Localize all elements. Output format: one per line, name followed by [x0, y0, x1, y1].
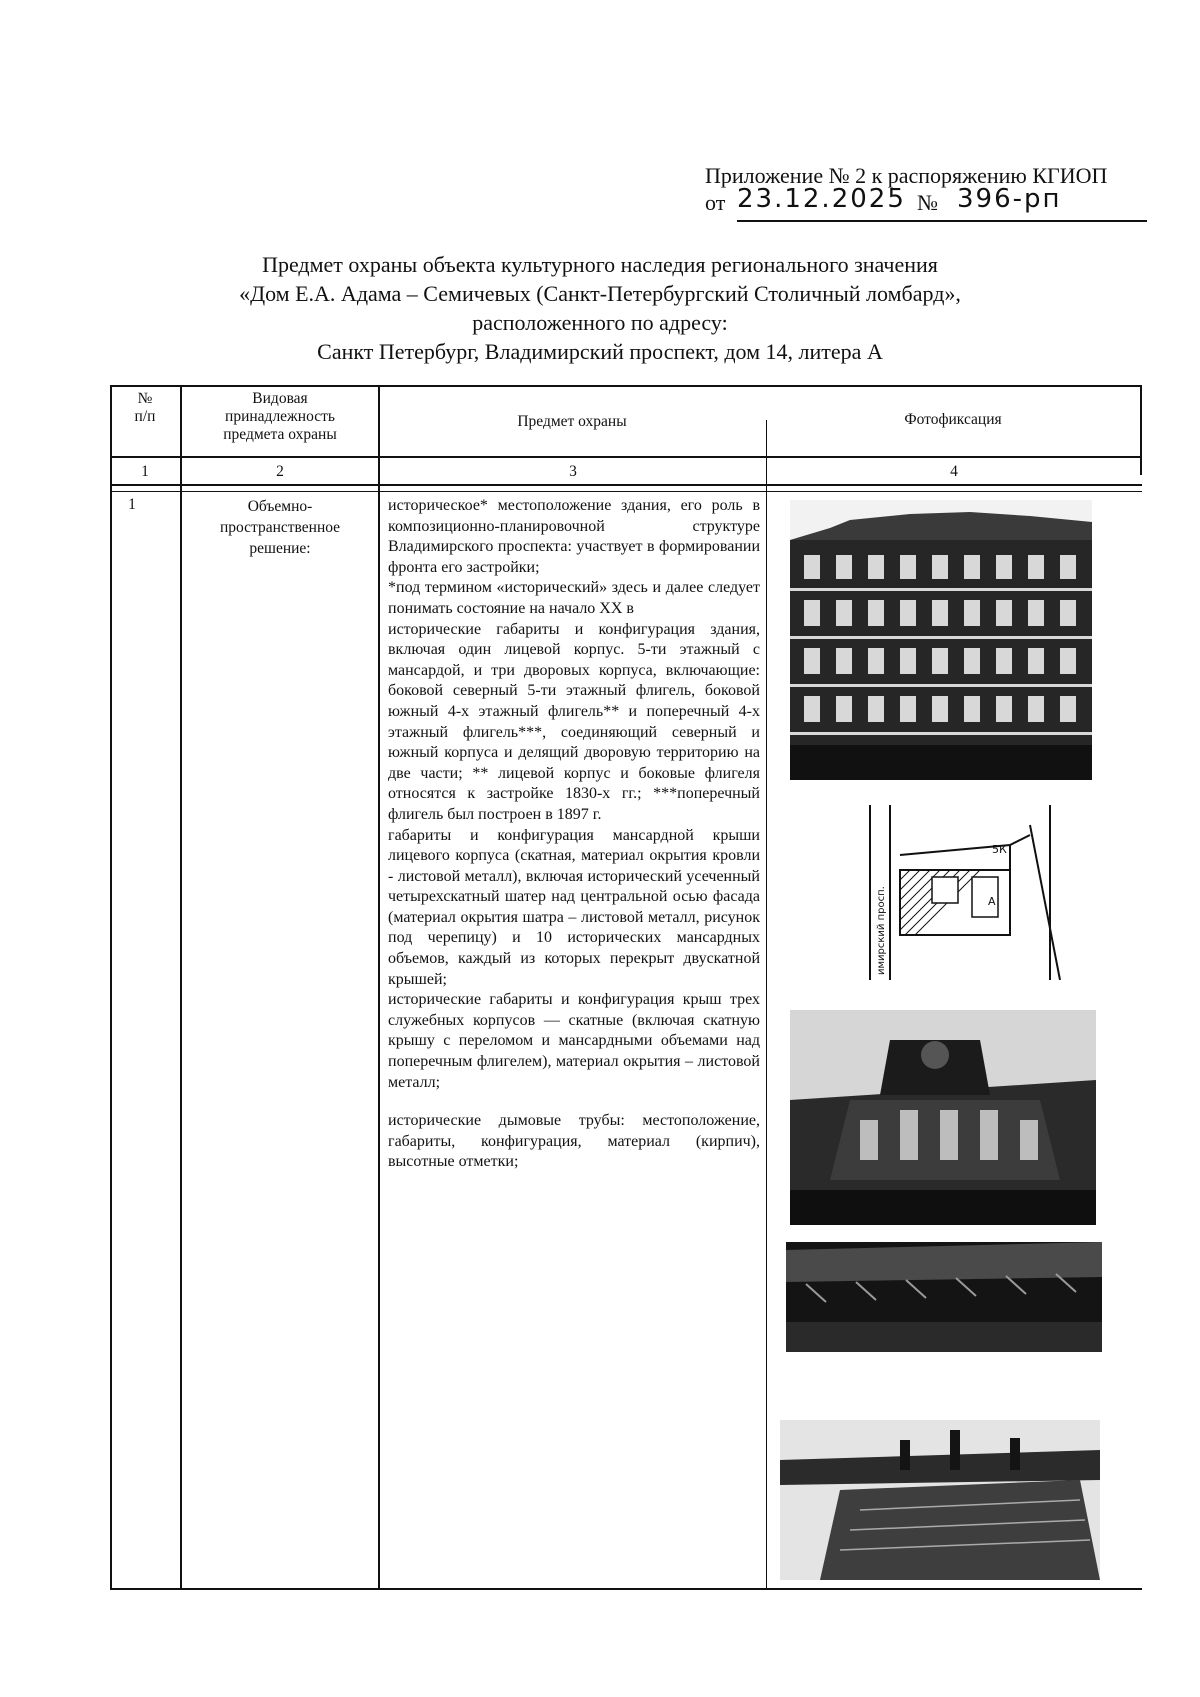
row-subject-text — [388, 496, 760, 1173]
map-letter: А — [988, 895, 996, 908]
subject-paragraph: исторические габариты и конфигурация здания, включая один лицевой корпус. 5-ти этажный с мансардой, и три дворовых корпуса, включающие: боковой северный 5-ти этажный флигель, боковой южный 4-х этажный флигель** и поперечный 4-х этажный флигель***, соединяющий северный и южный корпуса и делящий дворовую территорию на две части; ** лицевой корпус и боковые флигеля относятся к застройке 1830-х гг.; ***поперечный флигель был построен в 1897 г. — [388, 620, 760, 823]
col-number-3: 3 — [569, 463, 577, 480]
subject-paragraph: историческое* местоположение здания, его роль в композиционно-планировочной структуре Владимирского проспекта: участвует в формировании фронта его застройки; — [388, 497, 760, 576]
header-type: Видовая принадлежность предмета охраны — [223, 390, 337, 443]
document-title — [150, 250, 1050, 366]
col-number-2: 2 — [276, 463, 284, 480]
title-line-2: «Дом Е.А. Адама – Семичевых (Санкт-Петербургский Столичный ломбард», — [239, 281, 961, 306]
title-line-3: расположенного по адресу: — [472, 310, 728, 335]
subject-paragraph: исторические дымовые трубы: местоположение, габариты, конфигурация, материал (кирпич), высотные отметки; — [388, 1112, 760, 1171]
courtyard-roof-photo — [786, 1242, 1102, 1352]
chimneys-photo — [780, 1420, 1100, 1580]
numbers-divider — [110, 484, 1142, 486]
subject-paragraph: габариты и конфигурация мансардной крыши лицевого корпуса (скатная, материал окрытия кровли - листовой металл), включая исторический усеченный четырехскатный шатер над центральной осью фасада (материал окрытия шатра – листовой металл, рисунок под черепицу) и 10 исторических мансардных объемов, каждый из которых перекрыт двускатной крышей; — [388, 826, 760, 988]
col-border-0 — [110, 385, 112, 1589]
row-type: Объемно-пространственное решение: — [219, 498, 341, 557]
subject-paragraph: исторические габариты и конфигурация крыш трех служебных корпусов — скатные (включая скатную крышу с переломом и мансардными объемами над поперечным флигелем), материал окрытия – листовой металл; — [388, 991, 760, 1091]
col-number-4: 4 — [950, 463, 958, 480]
header-subject: Предмет охраны — [517, 413, 627, 430]
col-border-4 — [1140, 385, 1142, 475]
order-number: 396-рп — [957, 184, 1062, 214]
order-date: 23.12.2025 — [737, 184, 906, 214]
numbers-divider-2 — [110, 491, 1142, 492]
subject-footnote: *под термином «исторический» здесь и далее следует понимать состояние на начало XX в — [388, 579, 760, 617]
order-reference-line — [705, 184, 1145, 226]
signature-underline — [737, 220, 1147, 222]
number-label: № — [917, 190, 938, 215]
site-plan — [860, 805, 1070, 980]
col-border-2 — [378, 385, 380, 1589]
col-number-1: 1 — [141, 463, 149, 480]
col-border-1 — [180, 385, 182, 1589]
date-prefix: от — [705, 190, 726, 215]
header-photo: Фотофиксация — [904, 411, 1002, 428]
map-street: имирский просп. — [876, 886, 887, 975]
title-line-4: Санкт Петербург, Владимирский проспект, дом 14, литера А — [317, 339, 883, 364]
roof-tower-photo — [790, 1010, 1096, 1225]
table-top-border — [110, 385, 1142, 387]
col-border-3 — [766, 420, 767, 1589]
appendix-heading: Приложение № 2 к распоряжению КГИОП — [705, 163, 1108, 188]
title-line-1: Предмет охраны объекта культурного наследия регионального значения — [262, 252, 938, 277]
map-block: 5К — [992, 843, 1007, 856]
header-divider — [110, 456, 1142, 458]
row-number: 1 — [128, 496, 136, 513]
facade-photo — [790, 500, 1092, 780]
table-bottom-border — [110, 1588, 1142, 1590]
header-number: № п/п — [134, 390, 156, 425]
